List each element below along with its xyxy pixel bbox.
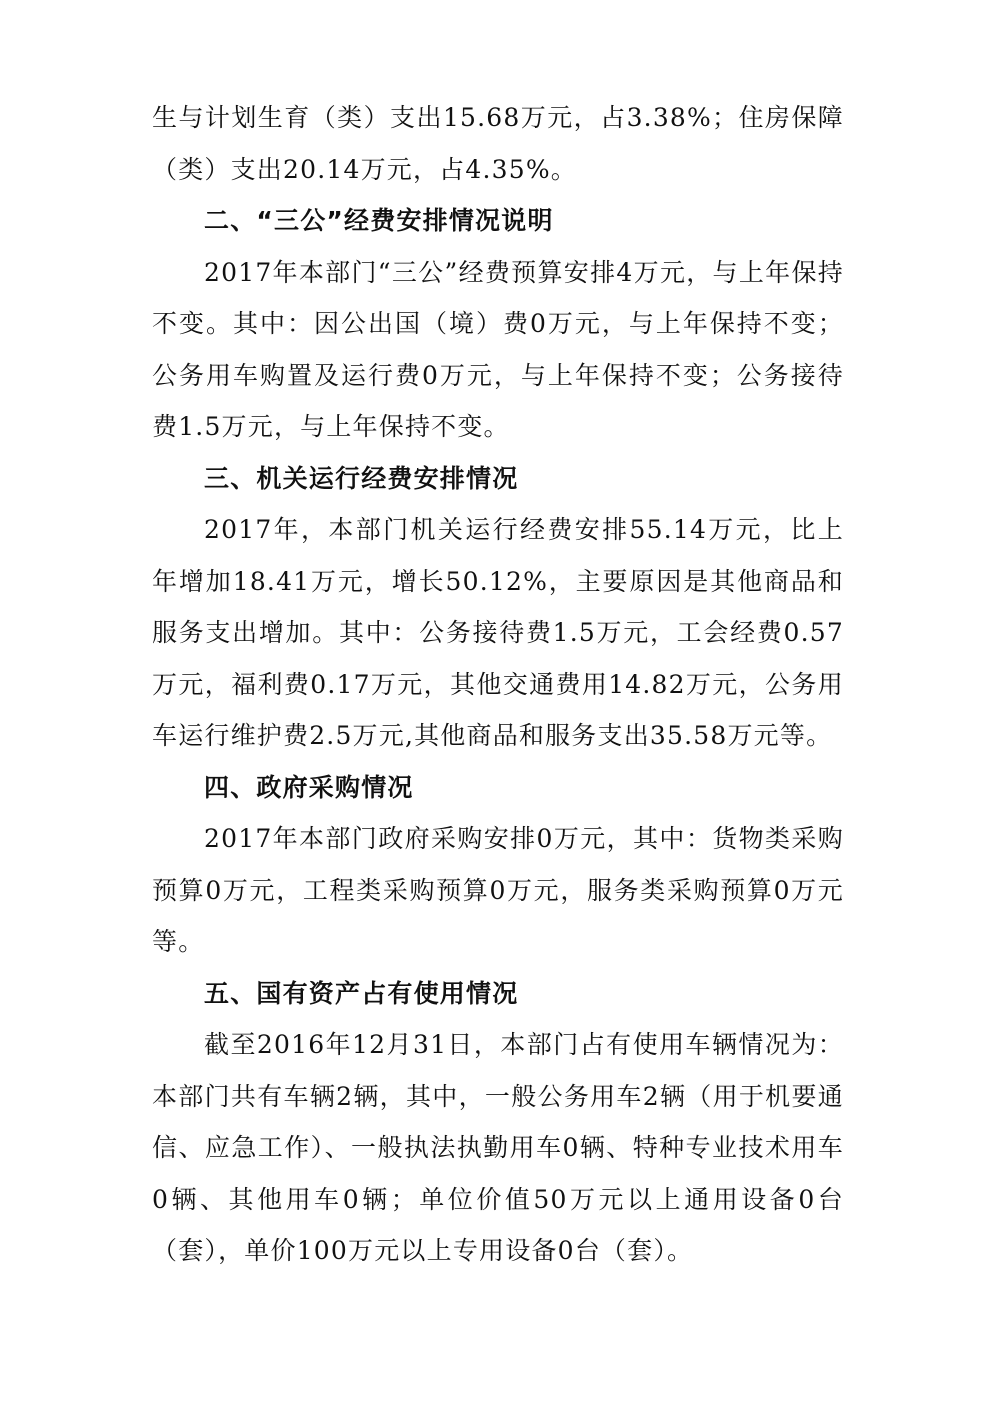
paragraph-intro: 生与计划生育（类）支出15.68万元，占3.38%；住房保障（类）支出20.14万元，占4.35%。 [152,103,844,184]
section-heading-operating-expenses: 三、机关运行经费安排情况 [204,463,519,493]
paragraph-government-procurement: 2017年本部门政府采购安排0万元，其中：货物类采购预算0万元，工程类采购预算0万元，服务类采购预算0万元等。 [152,824,844,956]
paragraph-three-public-expenses: 2017年本部门“三公”经费预算安排4万元，与上年保持不变。其中：因公出国（境）费0万元，与上年保持不变；公务用车购置及运行费0万元，与上年保持不变；公务接待费1.5万元，与上年保持不变。 [152,257,844,441]
section-heading-three-public-expenses: 二、“三公”经费安排情况说明 [204,206,554,235]
section-heading-government-procurement: 四、政府采购情况 [204,772,414,802]
document-body [152,92,844,1277]
paragraph-state-assets: 截至2016年12月31日，本部门占有使用车辆情况为：本部门共有车辆2辆，其中，一般公务用车2辆（用于机要通信、应急工作）、一般执法执勤用车0辆、特种专业技术用车0辆、其他用车0辆；单位价值50万元以上通用设备0台（套），单价100万元以上专用设备0台（套）。 [152,1030,844,1265]
section-heading-state-assets: 五、国有资产占有使用情况 [204,978,519,1008]
paragraph-operating-expenses: 2017年，本部门机关运行经费安排55.14万元，比上年增加18.41万元，增长50.12%，主要原因是其他商品和服务支出增加。其中：公务接待费1.5万元，工会经费0.57万元，福利费0.17万元，其他交通费用14.82万元，公务用车运行维护费2.5万元,其他商品和服务支出35.58万元等。 [152,515,844,750]
